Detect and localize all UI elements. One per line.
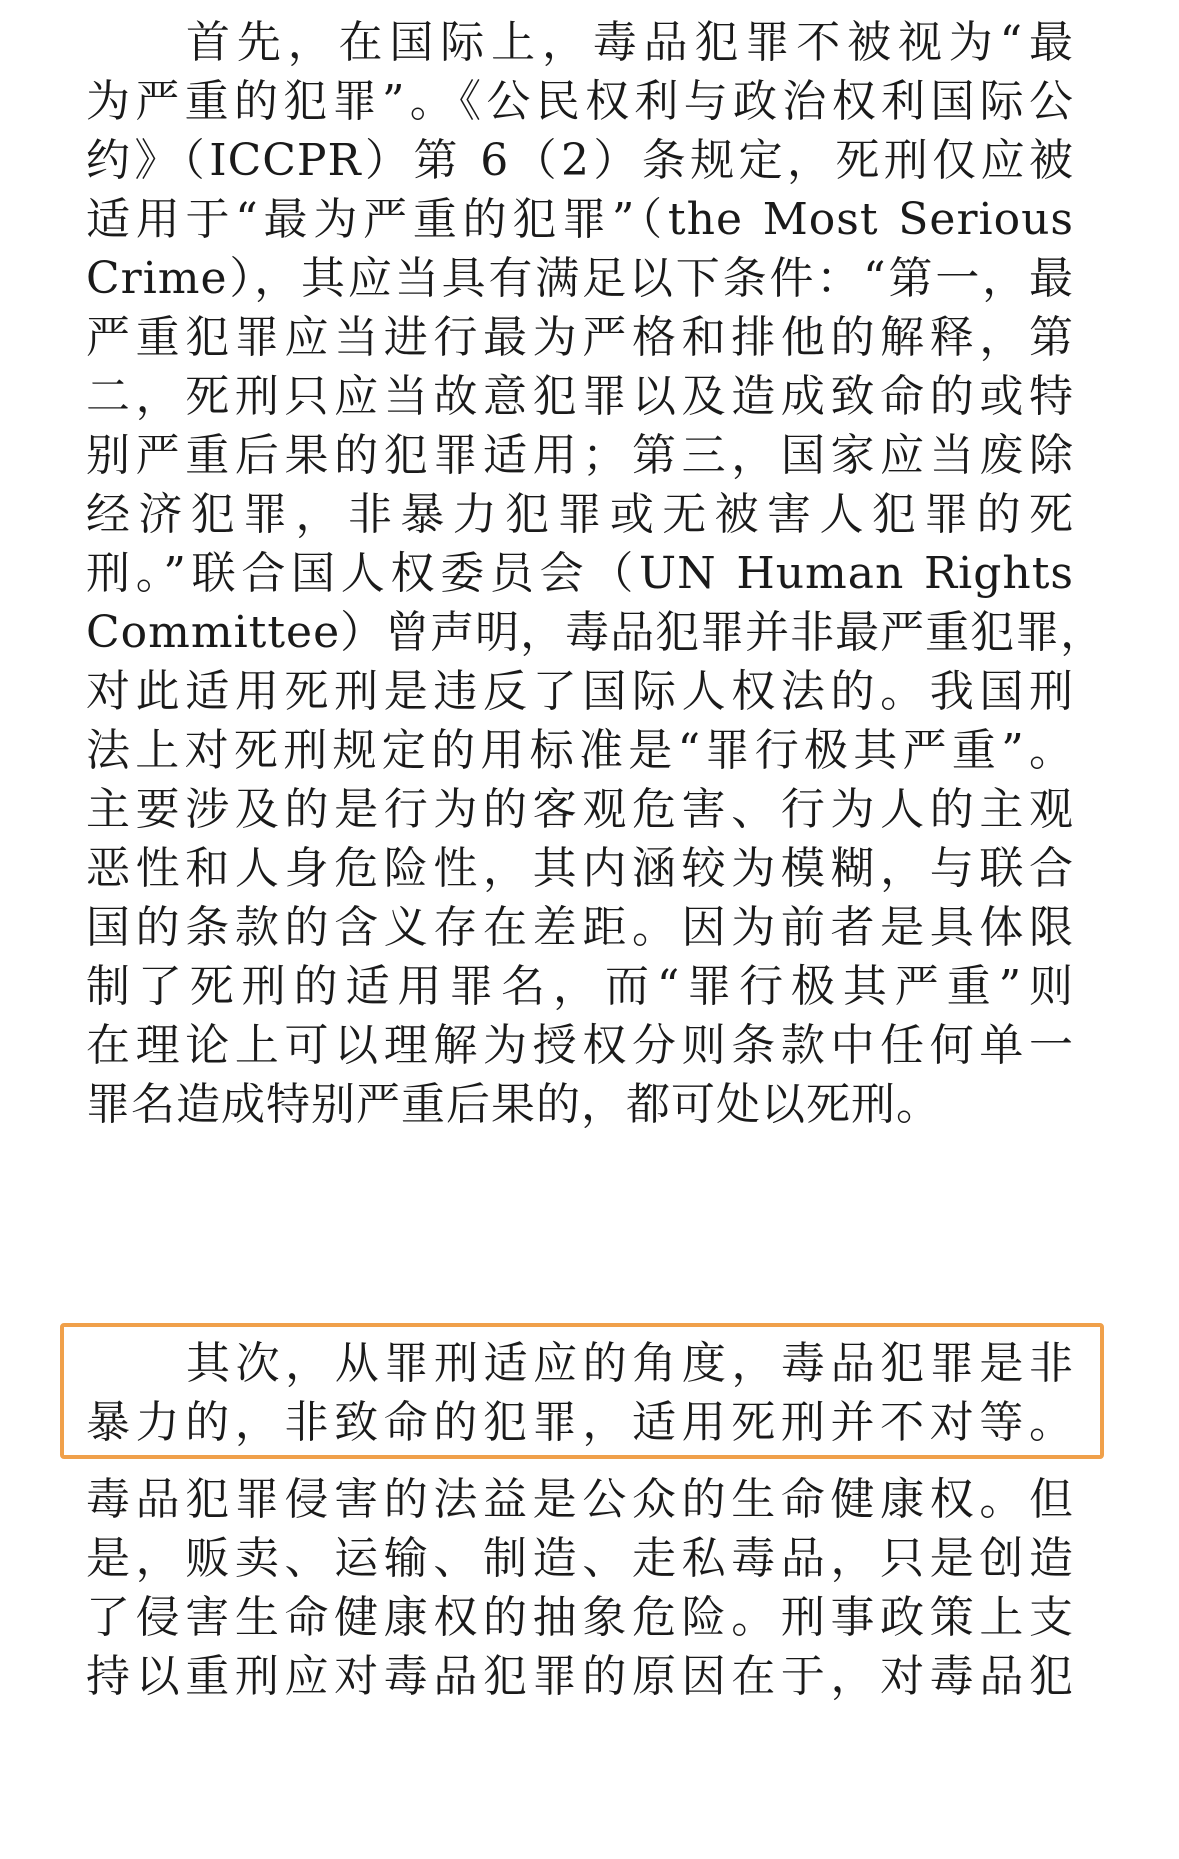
text-line: 严重犯罪应当进行最为严格和排他的解释，第 (86, 312, 1074, 363)
text-line: 别严重后果的犯罪适用；第三，国家应当废除 (86, 430, 1074, 481)
text-line: 刑。”联合国人权委员会（UN Human Rights (86, 548, 1074, 599)
text-line: 罪名造成特别严重后果的，都可处以死刑。 (86, 1079, 941, 1130)
highlighted-text-line: 其次，从罪刑适应的角度，毒品犯罪是非 (186, 1338, 1074, 1389)
text-line: 首先，在国际上，毒品犯罪不被视为“最 (186, 17, 1074, 68)
highlighted-text-line: 暴力的，非致命的犯罪，适用死刑并不对等。 (86, 1397, 1074, 1448)
text-line: 为严重的犯罪”。《公民权利与政治权利国际公 (86, 76, 1074, 127)
text-line: 二，死刑只应当故意犯罪以及造成致命的或特 (86, 371, 1074, 422)
text-line: 是，贩卖、运输、制造、走私毒品，只是创造 (86, 1533, 1074, 1584)
text-line: 经济犯罪，非暴力犯罪或无被害人犯罪的死 (86, 489, 1074, 540)
text-line: 持以重刑应对毒品犯罪的原因在于，对毒品犯 (86, 1651, 1074, 1702)
text-line: 恶性和人身危险性，其内涵较为模糊，与联合 (86, 843, 1074, 894)
text-line: 国的条款的含义存在差距。因为前者是具体限 (86, 902, 1074, 953)
text-line: 制了死刑的适用罪名，而“罪行极其严重”则 (86, 961, 1074, 1012)
text-line: 适用于“最为严重的犯罪”（the Most Serious (86, 194, 1074, 245)
text-line: 主要涉及的是行为的客观危害、行为人的主观 (86, 784, 1074, 835)
text-line: 约》（ICCPR）第 6（2）条规定，死刑仅应被 (86, 135, 1074, 186)
text-line: 毒品犯罪侵害的法益是公众的生命健康权。但 (86, 1474, 1074, 1525)
text-line: 对此适用死刑是违反了国际人权法的。我国刑 (86, 666, 1074, 717)
text-line: Crime），其应当具有满足以下条件：“第一，最 (86, 253, 1074, 304)
text-line: 法上对死刑规定的用标准是“罪行极其严重”。 (86, 725, 1074, 776)
text-line: 了侵害生命健康权的抽象危险。刑事政策上支 (86, 1592, 1074, 1643)
text-line: Committee）曾声明，毒品犯罪并非最严重犯罪， (86, 607, 1106, 658)
text-line: 在理论上可以理解为授权分则条款中任何单一 (86, 1020, 1074, 1071)
